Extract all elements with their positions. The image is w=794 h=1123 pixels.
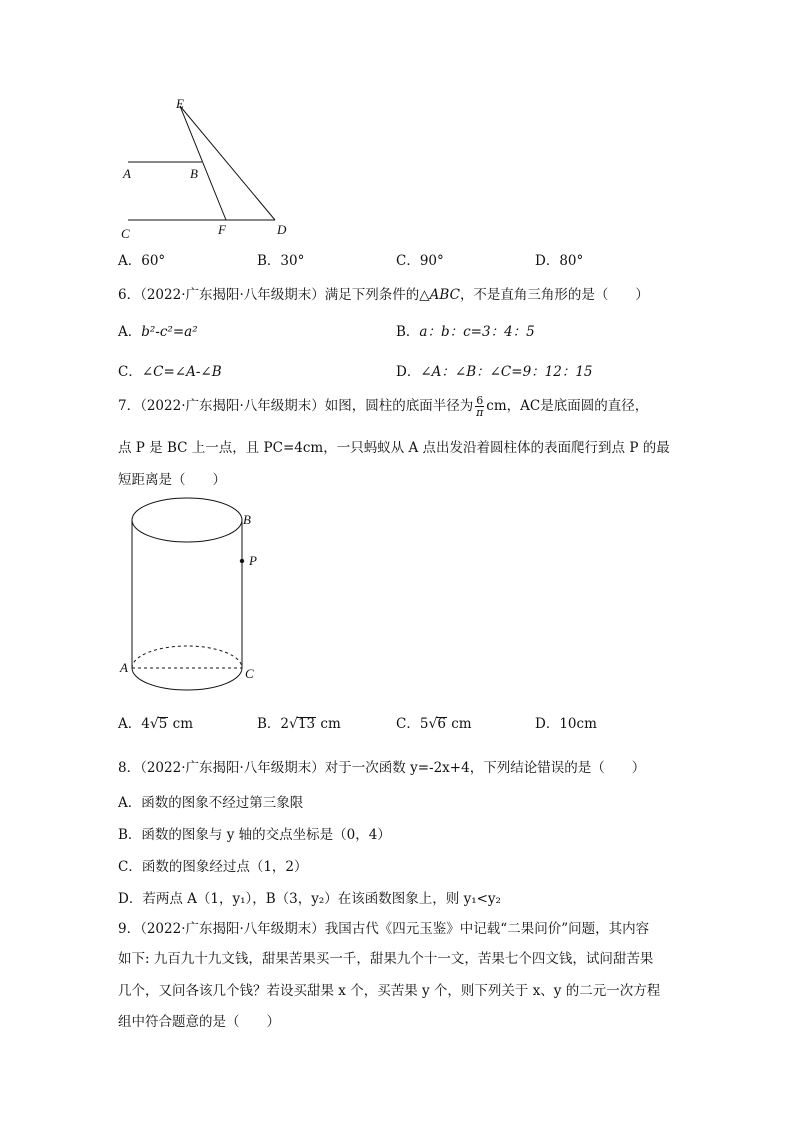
- cylinder-bottom-front-arc: [132, 668, 242, 690]
- q6-option-a: A．b²-c²=a²: [118, 324, 198, 340]
- label-c: C: [121, 226, 130, 241]
- label-a: A: [123, 166, 131, 181]
- q5-option-d: D．80°: [535, 253, 584, 269]
- q8-option-c: C．函数的图象经过点（1，2）: [118, 859, 308, 875]
- cylinder-top-ellipse: [132, 498, 242, 542]
- q5-option-a: A．60°: [118, 253, 166, 269]
- q5-option-c: C．90°: [396, 253, 444, 269]
- q9-stem-line3: 几个，又问各该几个钱？若设买甜果 x 个，买苦果 y 个，则下列关于 x、y 的二元一次方程: [118, 983, 661, 999]
- label-b: B: [243, 512, 251, 527]
- q8-option-b: B．函数的图象与 y 轴的交点坐标是（0，4）: [118, 827, 391, 843]
- geometry-figure-parallel-lines: [110, 92, 300, 247]
- label-f: F: [218, 222, 226, 237]
- q6-option-c: C．∠C=∠A-∠B: [118, 364, 222, 380]
- segment-ef: [180, 106, 226, 220]
- q5-option-b: B．30°: [257, 253, 305, 269]
- q7-stem-line1: 7．（2022·广东揭阳·八年级期末）如图，圆柱的底面半径为 $\frac{6}{\pi}$ cm，AC是底面圆的直径，: [118, 394, 649, 419]
- point-p: [240, 559, 244, 563]
- q7-option-a: A．4√5 cm: [118, 716, 194, 732]
- q7-stem-line2: 点 P 是 BC 上一点，且 PC=4cm，一只蚂蚁从 A 点出发沿着圆柱体的表面爬行到点 P 的最: [118, 440, 670, 456]
- label-c: C: [245, 666, 254, 681]
- q9-stem-line1: 9．（2022·广东揭阳·八年级期末）我国古代《四元玉鉴》中记载“二果问价”问题，其内容: [118, 921, 650, 937]
- q9-stem-line2: 如下: 九百九十九文钱，甜果苦果买一千，甜果九个十一文，苦果七个四文钱，试问甜苦果: [118, 951, 654, 967]
- q6-option-d: D．∠A：∠B：∠C=9：12：15: [396, 364, 593, 380]
- segment-ed: [180, 106, 275, 220]
- label-p: P: [249, 553, 257, 568]
- q7-stem-line3: 短距离是（ ）: [118, 472, 226, 488]
- cylinder-figure: [115, 482, 275, 697]
- label-e: E: [176, 96, 184, 111]
- q6-option-b: B．a：b：c=3：4：5: [396, 324, 535, 340]
- q7-fraction: $\frac{6}{\pi}$: [476, 394, 484, 419]
- q7-option-d: D．10cm: [535, 716, 597, 732]
- q9-stem-line4: 组中符合题意的是（ ）: [118, 1014, 280, 1030]
- label-d: D: [277, 222, 287, 237]
- q7-option-b: B．2√13 cm: [257, 716, 341, 732]
- cylinder-bottom-back-arc: [132, 646, 242, 668]
- q6-stem: 6．（2022·广东揭阳·八年级期末）满足下列条件的△ABC，不是直角三角形的是（ ）: [118, 287, 649, 303]
- q8-stem: 8．（2022·广东揭阳·八年级期末）对于一次函数 y=-2x+4，下列结论错误的是（ ）: [118, 760, 646, 776]
- label-a: A: [120, 660, 128, 675]
- label-b: B: [190, 166, 198, 181]
- q8-option-a: A．函数的图象不经过第三象限: [118, 795, 304, 811]
- q8-option-d: D．若两点 A（1，y₁），B（3，y₂）在该函数图象上，则 y₁<y₂: [118, 891, 501, 907]
- q7-option-c: C．5√6 cm: [396, 716, 472, 732]
